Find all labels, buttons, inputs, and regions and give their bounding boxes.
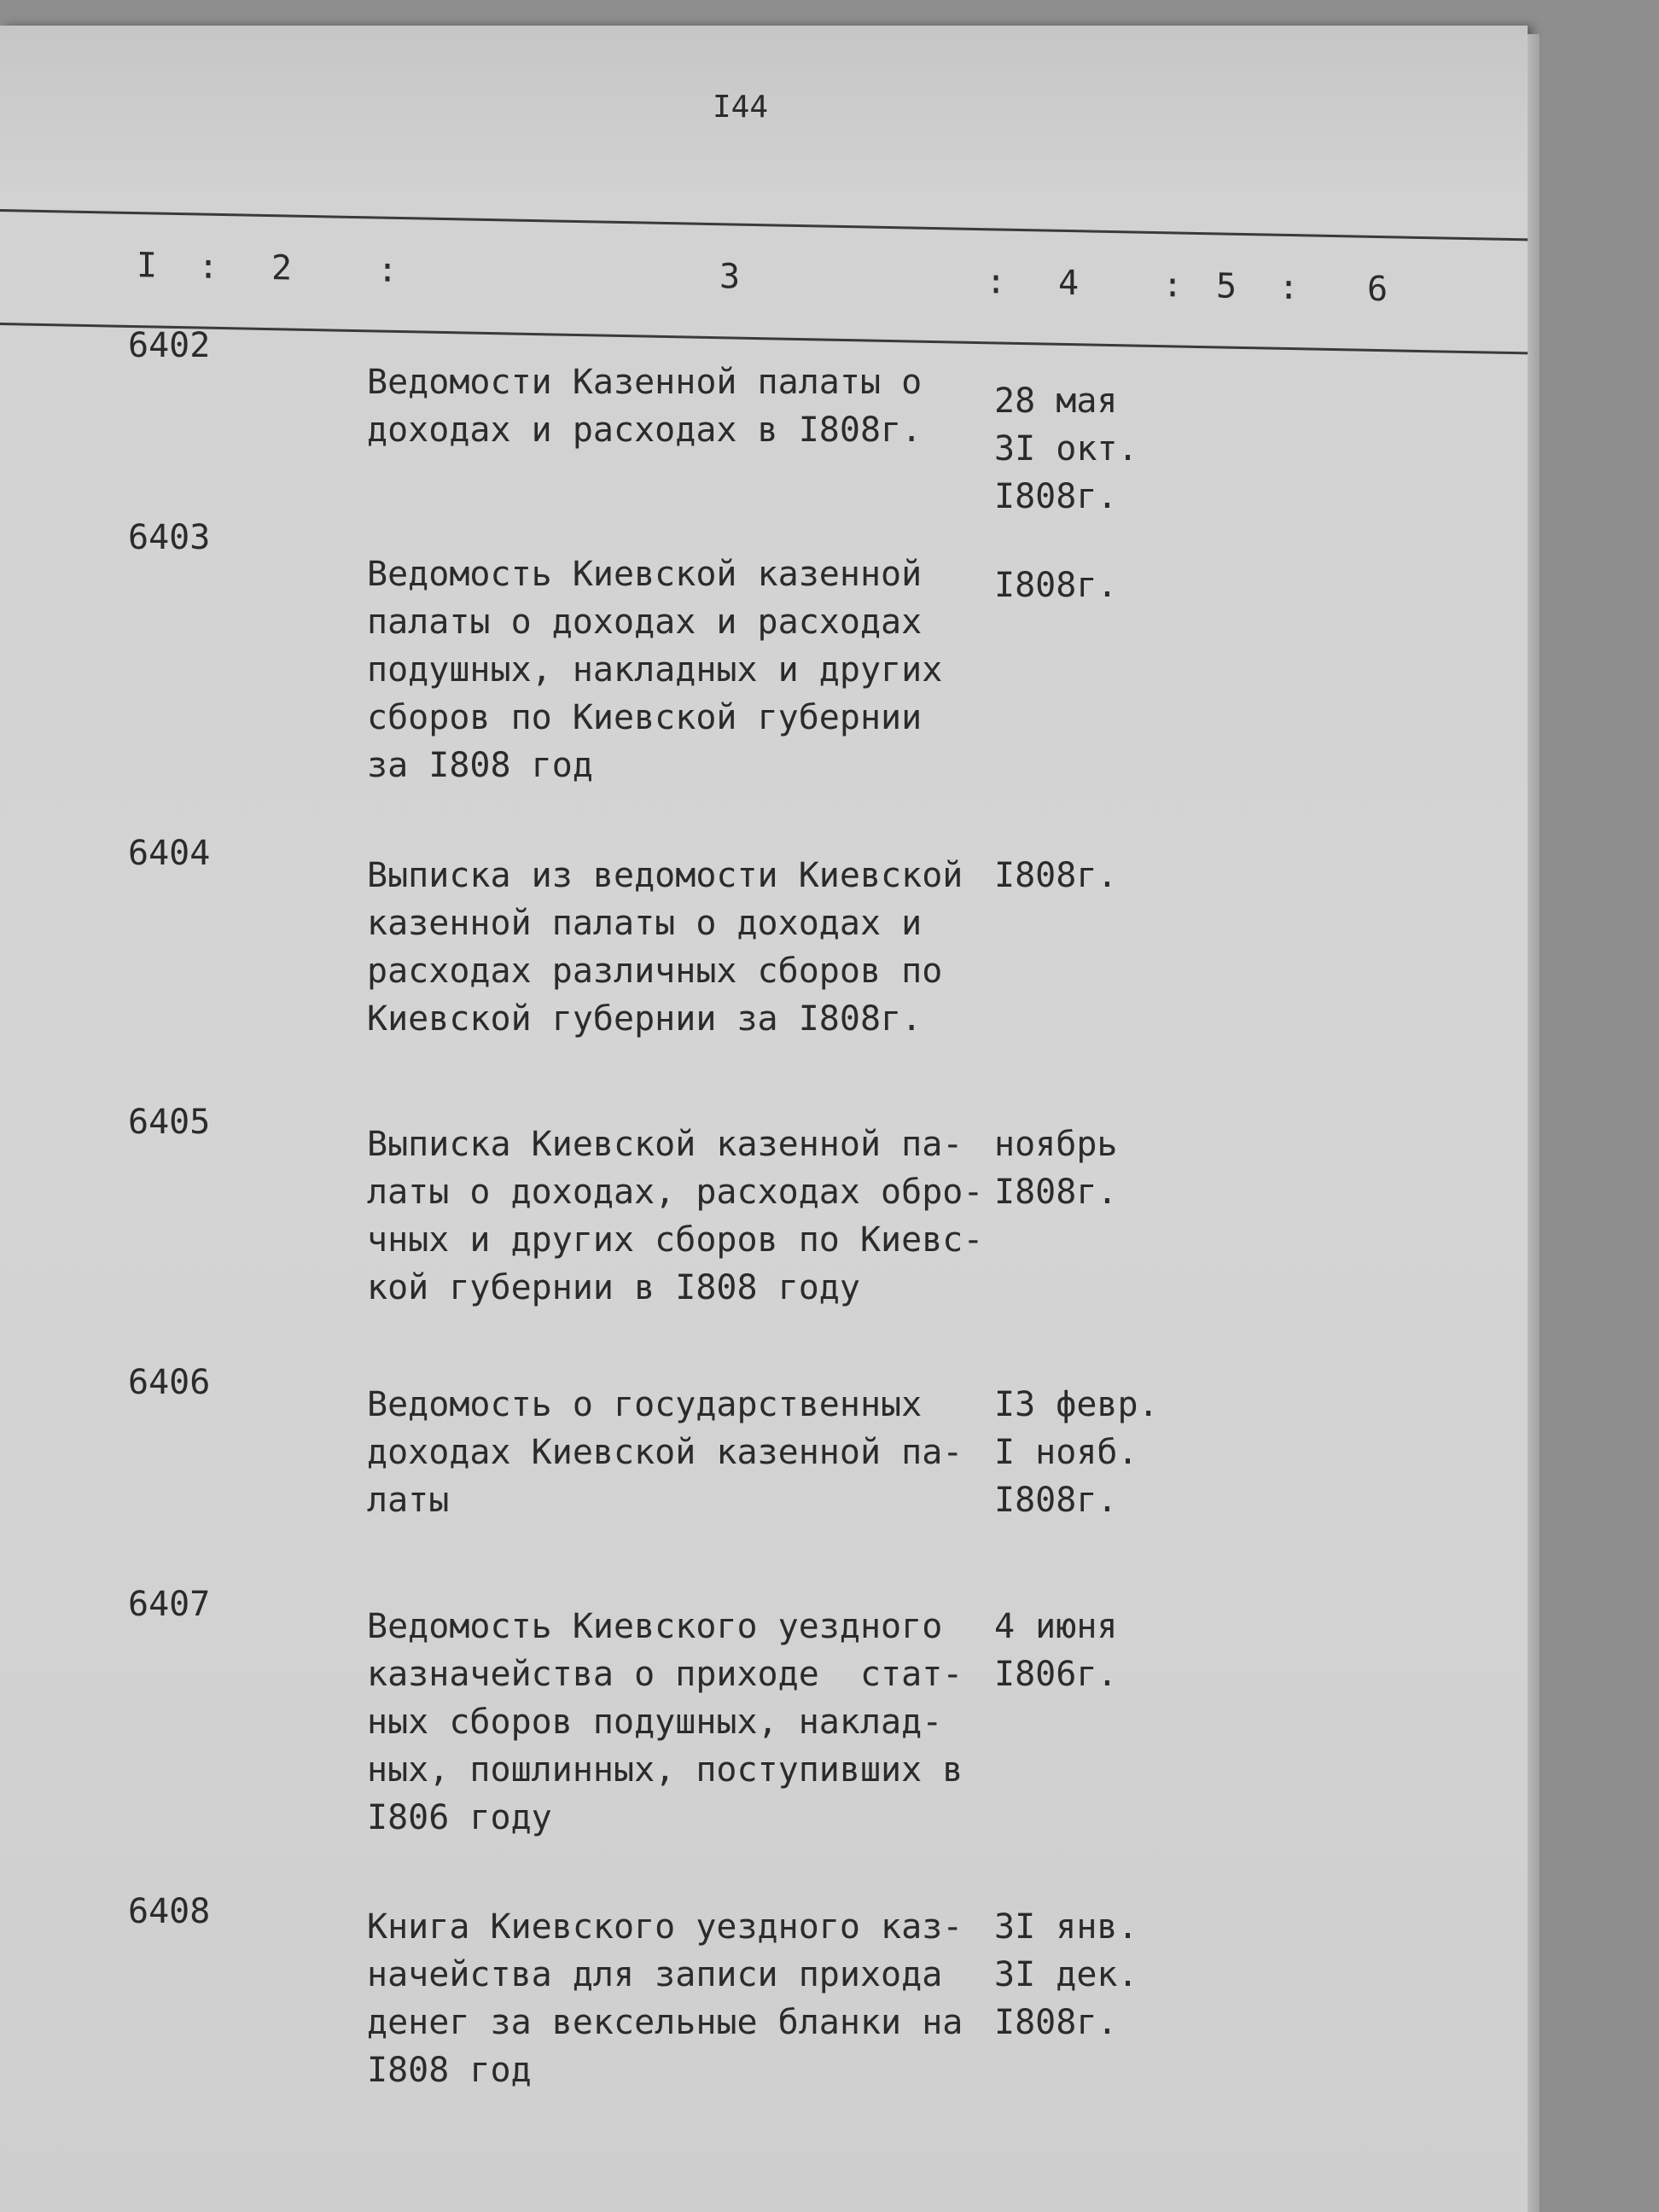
column-separator: : <box>377 250 399 290</box>
column-separator: : <box>986 262 1007 302</box>
entry-number: 6404 <box>128 834 211 873</box>
entry-description: Выписка из ведомости Киевской казенной палаты о доходах и расходах различных сборов по Киевской губернии за I808г. <box>367 856 963 1039</box>
column-header-5: 5 <box>1216 266 1237 306</box>
entry-date: I808г. <box>994 566 1118 605</box>
entry-number: 6407 <box>128 1585 211 1624</box>
column-header-4: 4 <box>1058 263 1080 304</box>
entry-description: Ведомость Киевского уездного казначейства о приходе стат- ных сборов подушных, наклад- ных, пошлинных, поступивших в I806 году <box>367 1607 963 1837</box>
archive-page <box>0 26 1528 2212</box>
entry-description: Ведомость Киевской казенной палаты о доходах и расходах подушных, накладных и других сборов по Киевской губернии за I808 год <box>367 555 943 785</box>
page-number: I44 <box>713 90 769 125</box>
entry-description: Ведомость о государственных доходах Киевской казенной па- латы <box>367 1385 963 1520</box>
entry-description: Выписка Киевской казенной па- латы о доходах, расходах обро- чных и других сборов по Киевс- кой губернии в I808 году <box>367 1125 984 1307</box>
entry-number: 6405 <box>128 1103 211 1142</box>
column-header-6: 6 <box>1367 269 1388 310</box>
entry-date: 3I янв. 3I дек. I808г. <box>994 1907 1138 2042</box>
column-header-3: 3 <box>719 257 741 297</box>
column-header-1: I <box>137 246 158 286</box>
column-header-band <box>0 209 1528 354</box>
column-header-2: 2 <box>271 248 293 288</box>
entry-number: 6408 <box>128 1892 211 1931</box>
entry-date: I3 февр. I нояб. I808г. <box>994 1385 1159 1520</box>
entry-date: ноябрь I808г. <box>994 1125 1118 1212</box>
entry-date: I808г. <box>994 856 1118 895</box>
page-edge <box>1528 34 1540 2212</box>
column-separator: : <box>1162 265 1184 306</box>
column-separator: : <box>1278 267 1300 308</box>
entry-date: 28 мая 3I окт. I808г. <box>994 381 1138 516</box>
entry-number: 6406 <box>128 1363 211 1402</box>
column-separator: : <box>198 247 219 287</box>
entry-number: 6403 <box>128 518 211 557</box>
entry-date: 4 июня I806г. <box>994 1607 1118 1694</box>
entry-number: 6402 <box>128 326 211 365</box>
entry-description: Книга Киевского уездного каз- начейства для записи прихода денег за вексельные бланки на I808 год <box>367 1907 963 2090</box>
entry-description: Ведомости Казенной палаты о доходах и расходах в I808г. <box>367 363 923 450</box>
